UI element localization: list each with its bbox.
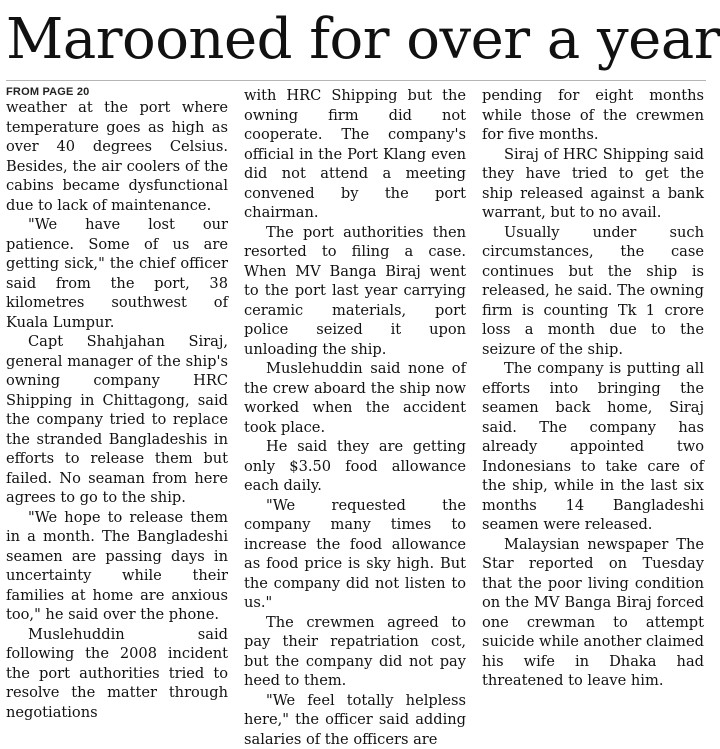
paragraph: "We requested the company many times to increase the food allowance as food price is sky high. But the company did not listen to us."	[244, 496, 466, 613]
paragraph: The crewmen agreed to pay their repatriation cost, but the company did not pay heed to them.	[244, 613, 466, 691]
paragraph: Usually under such circumstances, the case continues but the ship is released, he said. The owning firm is counting Tk 1 crore loss a month due to the seizure of the ship.	[482, 223, 704, 360]
headline-rule	[6, 80, 706, 81]
paragraph: Muslehuddin said following the 2008 incident the port authorities tried to resolve the matter through negotiations	[6, 625, 228, 723]
paragraph: The port authorities then resorted to filing a case. When MV Banga Biraj went to the port last year carrying ceramic materials, port police seized it upon unloading the ship.	[244, 223, 466, 360]
paragraph: with HRC Shipping but the owning firm did not cooperate. The company's official in the Port Klang even did not attend a meeting convened by the port chairman.	[244, 86, 466, 223]
paragraph: Muslehuddin said none of the crew aboard the ship now worked when the accident took place.	[244, 359, 466, 437]
continuation-kicker: FROM PAGE 20	[6, 86, 228, 98]
column-1	[6, 86, 228, 706]
article-columns	[6, 86, 706, 706]
paragraph: He said they are getting only $3.50 food allowance each daily.	[244, 437, 466, 496]
column-3	[482, 86, 704, 706]
paragraph: weather at the port where temperature goes as high as over 40 degrees Celsius. Besides, the air coolers of the cabins became dysfunctional due to lack of maintenance.	[6, 98, 228, 215]
paragraph: The company is putting all efforts into bringing the seamen back home, Siraj said. The company has already appointed two Indonesians to take care of the ship, while in the last six months 14 Bangladeshi seamen were released.	[482, 359, 704, 535]
paragraph: "We feel totally helpless here," the officer said adding salaries of the officers are	[244, 691, 466, 749]
paragraph: "We hope to release them in a month. The Bangladeshi seamen are passing days in uncertainty while their families at home are anxious too," he said over the phone.	[6, 508, 228, 625]
headline: Marooned for over a year	[6, 6, 706, 74]
paragraph: Capt Shahjahan Siraj, general manager of the ship's owning company HRC Shipping in Chittagong, said the company tried to replace the stranded Bangladeshis in efforts to release them but failed. No seaman from here agrees to go to the ship.	[6, 332, 228, 508]
paragraph: "We have lost our patience. Some of us are getting sick," the chief officer said from the port, 38 kilometres southwest of Kuala Lumpur.	[6, 215, 228, 332]
paragraph: Malaysian newspaper The Star reported on Tuesday that the poor living condition on the MV Banga Biraj forced one crewman to attempt suicide while another claimed his wife in Dhaka had threatened to leave him.	[482, 535, 704, 691]
paragraph: Siraj of HRC Shipping said they have tried to get the ship released against a bank warrant, but to no avail.	[482, 145, 704, 223]
paragraph: pending for eight months while those of the crewmen for five months.	[482, 86, 704, 145]
column-2	[244, 86, 466, 706]
